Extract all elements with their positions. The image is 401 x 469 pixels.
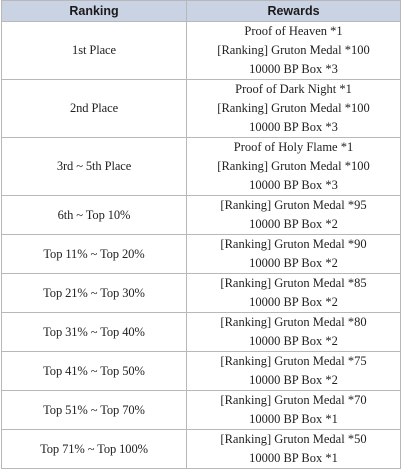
rewards-cell bbox=[187, 235, 401, 274]
rank-cell: 6th ~ Top 10% bbox=[2, 196, 187, 235]
reward-line: 10000 BP Box *2 bbox=[249, 295, 338, 309]
rank-cell: Top 41% ~ Top 50% bbox=[2, 352, 187, 391]
reward-line: Proof of Dark Night *1 bbox=[235, 82, 352, 96]
header-rewards: Rewards bbox=[187, 1, 401, 22]
rank-cell: Top 31% ~ Top 40% bbox=[2, 313, 187, 352]
reward-line: [Ranking] Gruton Medal *90 bbox=[220, 237, 367, 251]
reward-line: 10000 BP Box *2 bbox=[249, 256, 338, 270]
table-row bbox=[2, 138, 401, 196]
reward-line: [Ranking] Gruton Medal *95 bbox=[220, 198, 367, 212]
reward-line: [Ranking] Gruton Medal *50 bbox=[220, 432, 367, 446]
rank-cell: Top 71% ~ Top 100% bbox=[2, 430, 187, 469]
reward-line: [Ranking] Gruton Medal *100 bbox=[217, 101, 370, 115]
reward-line: Proof of Heaven *1 bbox=[244, 24, 343, 38]
rewards-cell bbox=[187, 274, 401, 313]
rewards-cell bbox=[187, 391, 401, 430]
table-row bbox=[2, 80, 401, 138]
rewards-cell bbox=[187, 80, 401, 138]
table-row bbox=[2, 196, 401, 235]
table-row bbox=[2, 430, 401, 469]
table-row bbox=[2, 352, 401, 391]
reward-line: 10000 BP Box *1 bbox=[249, 451, 338, 465]
reward-line: Proof of Holy Flame *1 bbox=[233, 140, 354, 154]
reward-line: 10000 BP Box *3 bbox=[249, 178, 338, 192]
table-row bbox=[2, 235, 401, 274]
rewards-cell bbox=[187, 352, 401, 391]
reward-line: [Ranking] Gruton Medal *85 bbox=[220, 276, 367, 290]
rewards-cell bbox=[187, 138, 401, 196]
rank-cell: Top 11% ~ Top 20% bbox=[2, 235, 187, 274]
rank-cell: Top 21% ~ Top 30% bbox=[2, 274, 187, 313]
table-row bbox=[2, 313, 401, 352]
rank-cell: 2nd Place bbox=[2, 80, 187, 138]
table-row bbox=[2, 274, 401, 313]
reward-line: 10000 BP Box *2 bbox=[249, 373, 338, 387]
rank-cell: 3rd ~ 5th Place bbox=[2, 138, 187, 196]
reward-line: [Ranking] Gruton Medal *100 bbox=[217, 43, 370, 57]
reward-line: [Ranking] Gruton Medal *100 bbox=[217, 159, 370, 173]
rewards-cell bbox=[187, 313, 401, 352]
rewards-cell bbox=[187, 430, 401, 469]
reward-line: 10000 BP Box *3 bbox=[249, 120, 338, 134]
reward-line: 10000 BP Box *2 bbox=[249, 217, 338, 231]
table-row bbox=[2, 22, 401, 80]
rewards-cell bbox=[187, 22, 401, 80]
table-header-row bbox=[2, 1, 401, 22]
reward-line: [Ranking] Gruton Medal *75 bbox=[220, 354, 367, 368]
rank-cell: 1st Place bbox=[2, 22, 187, 80]
rank-cell: Top 51% ~ Top 70% bbox=[2, 391, 187, 430]
reward-line: [Ranking] Gruton Medal *70 bbox=[220, 393, 367, 407]
reward-line: 10000 BP Box *1 bbox=[249, 412, 338, 426]
reward-line: [Ranking] Gruton Medal *80 bbox=[220, 315, 367, 329]
header-ranking: Ranking bbox=[2, 1, 187, 22]
reward-line: 10000 BP Box *3 bbox=[249, 62, 338, 76]
ranking-rewards-table bbox=[1, 0, 401, 469]
reward-line: 10000 BP Box *2 bbox=[249, 334, 338, 348]
rewards-cell bbox=[187, 196, 401, 235]
table-row bbox=[2, 391, 401, 430]
